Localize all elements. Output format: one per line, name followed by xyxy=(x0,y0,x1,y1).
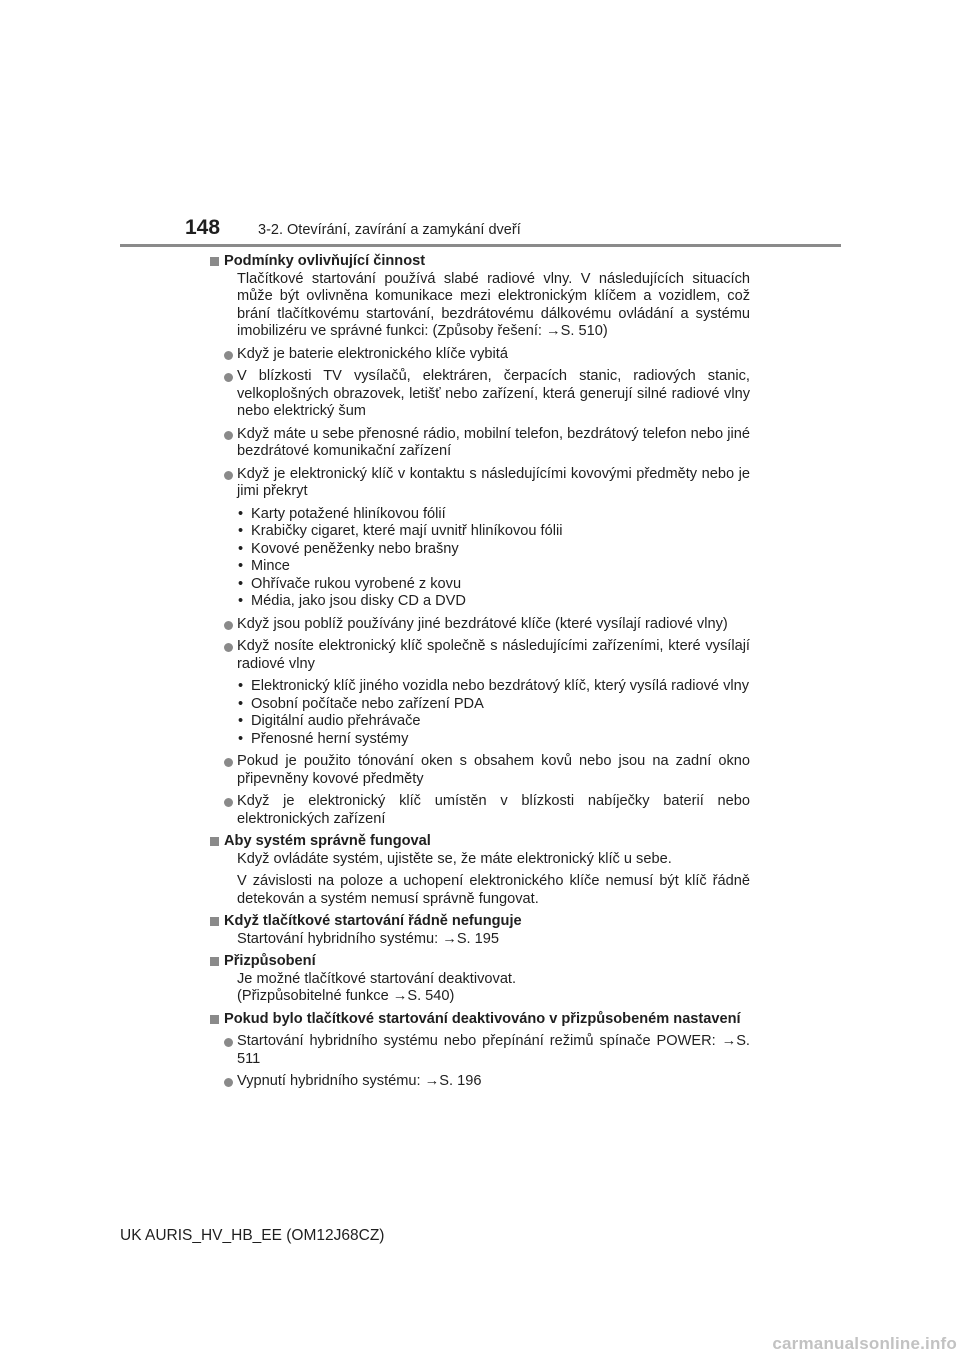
round-bullet-icon xyxy=(224,1078,233,1087)
manual-content xyxy=(210,253,750,1091)
square-bullet-icon xyxy=(210,257,219,266)
bullet-text: Když je elektronický klíč v kontaktu s následujícími kovovými předměty nebo je jimi překryt xyxy=(237,465,750,499)
bullet-item xyxy=(210,368,750,421)
dot-marker: • xyxy=(238,575,244,592)
bullet-item xyxy=(210,1073,750,1091)
sub-list-text: Karty potažené hliníkovou fólií xyxy=(251,505,446,522)
square-bullet-icon xyxy=(210,917,219,926)
bullet-item xyxy=(210,346,750,364)
dot-marker: • xyxy=(238,558,244,574)
sub-list-item xyxy=(237,576,750,594)
bullet-text: Když máte u sebe přenosné rádio, mobilní telefon, bezdrátový telefon nebo jiné bezdrátové komunikační zařízení xyxy=(237,425,750,459)
bullet-item xyxy=(210,426,750,461)
section-heading-text: Pokud bylo tlačítkové startování deaktivováno v přizpůsobeném nastavení xyxy=(224,1010,741,1027)
footer-model-code: UK AURIS_HV_HB_EE (OM12J68CZ) xyxy=(120,1227,385,1244)
bullet-text: Když je baterie elektronického klíče vybitá xyxy=(237,345,508,362)
square-bullet-icon xyxy=(210,957,219,966)
bullet-text: Vypnutí hybridního systému: →S. 196 xyxy=(237,1073,482,1089)
sub-list-item xyxy=(237,558,750,576)
round-bullet-icon xyxy=(224,621,233,630)
bullet-item xyxy=(210,793,750,828)
section-heading-text: Podmínky ovlivňující činnost xyxy=(224,253,426,269)
dot-marker: • xyxy=(238,730,244,747)
bullet-text: Když jsou poblíž používány jiné bezdrátové klíče (které vysílají radiové vlny) xyxy=(237,615,728,632)
bullet-item xyxy=(210,638,750,673)
paragraph: Startování hybridního systému: →S. 195 xyxy=(237,930,500,947)
sub-list-text: Kovové peněženky nebo brašny xyxy=(251,540,459,557)
section-heading-text: Když tlačítkové startování řádně nefunguje xyxy=(224,913,522,929)
round-bullet-icon xyxy=(224,1038,233,1047)
dot-marker: • xyxy=(238,678,244,694)
bullet-text: Startování hybridního systému nebo přepínání režimů spínače POWER: →S. 511 xyxy=(237,1033,750,1067)
dot-marker: • xyxy=(238,713,244,729)
sub-list-item xyxy=(237,523,750,541)
section-heading xyxy=(210,953,750,971)
section-heading-text: Aby systém správně fungoval xyxy=(224,833,431,849)
dot-marker: • xyxy=(238,523,244,539)
round-bullet-icon xyxy=(224,351,233,360)
paragraph: Tlačítkové startování používá slabé radiové vlny. V následujících situacích může být ovlivněna komunikace mezi elektronickým klíčem a vozidlem, což brání tlačítkovému startování, bezdrátovému dálkovému ovládání a systému imobilizéru ve správné funkci: (Způsoby řešení: →S. 510) xyxy=(237,270,750,339)
sub-list-item xyxy=(237,593,750,611)
sub-list-text: Přenosné herní systémy xyxy=(251,730,409,747)
section-heading xyxy=(210,253,750,271)
round-bullet-icon xyxy=(224,431,233,440)
bullet-text: V blízkosti TV vysílačů, elektráren, čerpacích stanic, radiových stanic, velkoplošných obrazovek, letišť nebo zařízení, která generují silné radiové vlny nebo elektrický šum xyxy=(237,368,750,419)
dot-marker: • xyxy=(238,593,244,609)
watermark: carmanualsonline.info xyxy=(772,1334,957,1353)
paragraph: V závislosti na poloze a uchopení elektronického klíče nemusí být klíč řádně detekován a systém nemusí správně fungovat. xyxy=(237,873,750,907)
square-bullet-icon xyxy=(210,1015,219,1024)
paragraph: Když ovládáte systém, ujistěte se, že máte elektronický klíč u sebe. xyxy=(237,850,672,867)
sub-list-item xyxy=(237,731,750,749)
sub-list-text: Osobní počítače nebo zařízení PDA xyxy=(251,695,484,712)
dot-marker: • xyxy=(238,540,244,557)
sub-list-text: Elektronický klíč jiného vozidla nebo bezdrátový klíč, který vysílá radiové vlny xyxy=(251,678,750,694)
bullet-item xyxy=(210,1033,750,1068)
sub-list xyxy=(210,506,750,611)
round-bullet-icon xyxy=(224,643,233,652)
sub-list-item xyxy=(237,678,750,696)
sub-list-text: Mince xyxy=(251,558,290,574)
round-bullet-icon xyxy=(224,758,233,767)
sub-list-text: Média, jako jsou disky CD a DVD xyxy=(251,593,466,609)
header-rule xyxy=(120,244,841,247)
dot-marker: • xyxy=(238,695,244,712)
page-number: 148 xyxy=(185,216,221,239)
sub-list-item xyxy=(237,506,750,524)
dot-marker: • xyxy=(238,505,244,522)
sub-list-item xyxy=(237,696,750,714)
bullet-item xyxy=(210,753,750,788)
sub-list-text: Digitální audio přehrávače xyxy=(251,713,421,729)
paragraph: Je možné tlačítkové startování deaktivovat. (Přizpůsobitelné funkce →S. 540) xyxy=(237,970,517,1004)
sub-list-item xyxy=(237,541,750,559)
section-heading xyxy=(210,833,750,851)
round-bullet-icon xyxy=(224,373,233,382)
bullet-text: Pokud je použito tónování oken s obsahem kovů nebo jsou na zadní okno připevněny kovové předměty xyxy=(237,753,750,787)
bullet-text: Když nosíte elektronický klíč společně s následujícími zařízeními, které vysílají radiové vlny xyxy=(237,638,750,672)
bullet-text: Když je elektronický klíč umístěn v blízkosti nabíječky baterií nebo elektronických zařízení xyxy=(237,793,750,827)
sub-list-item xyxy=(237,713,750,731)
section-heading xyxy=(210,1011,750,1029)
sub-list-text: Krabičky cigaret, které mají uvnitř hliníkovou fólii xyxy=(251,523,563,539)
section-title: 3-2. Otevírání, zavírání a zamykání dveří xyxy=(258,222,521,238)
round-bullet-icon xyxy=(224,471,233,480)
round-bullet-icon xyxy=(224,798,233,807)
sub-list xyxy=(210,678,750,748)
square-bullet-icon xyxy=(210,837,219,846)
section-heading-text: Přizpůsobení xyxy=(224,953,316,969)
sub-list-text: Ohřívače rukou vyrobené z kovu xyxy=(251,575,462,592)
section-heading xyxy=(210,913,750,931)
bullet-item xyxy=(210,466,750,501)
bullet-item xyxy=(210,616,750,634)
